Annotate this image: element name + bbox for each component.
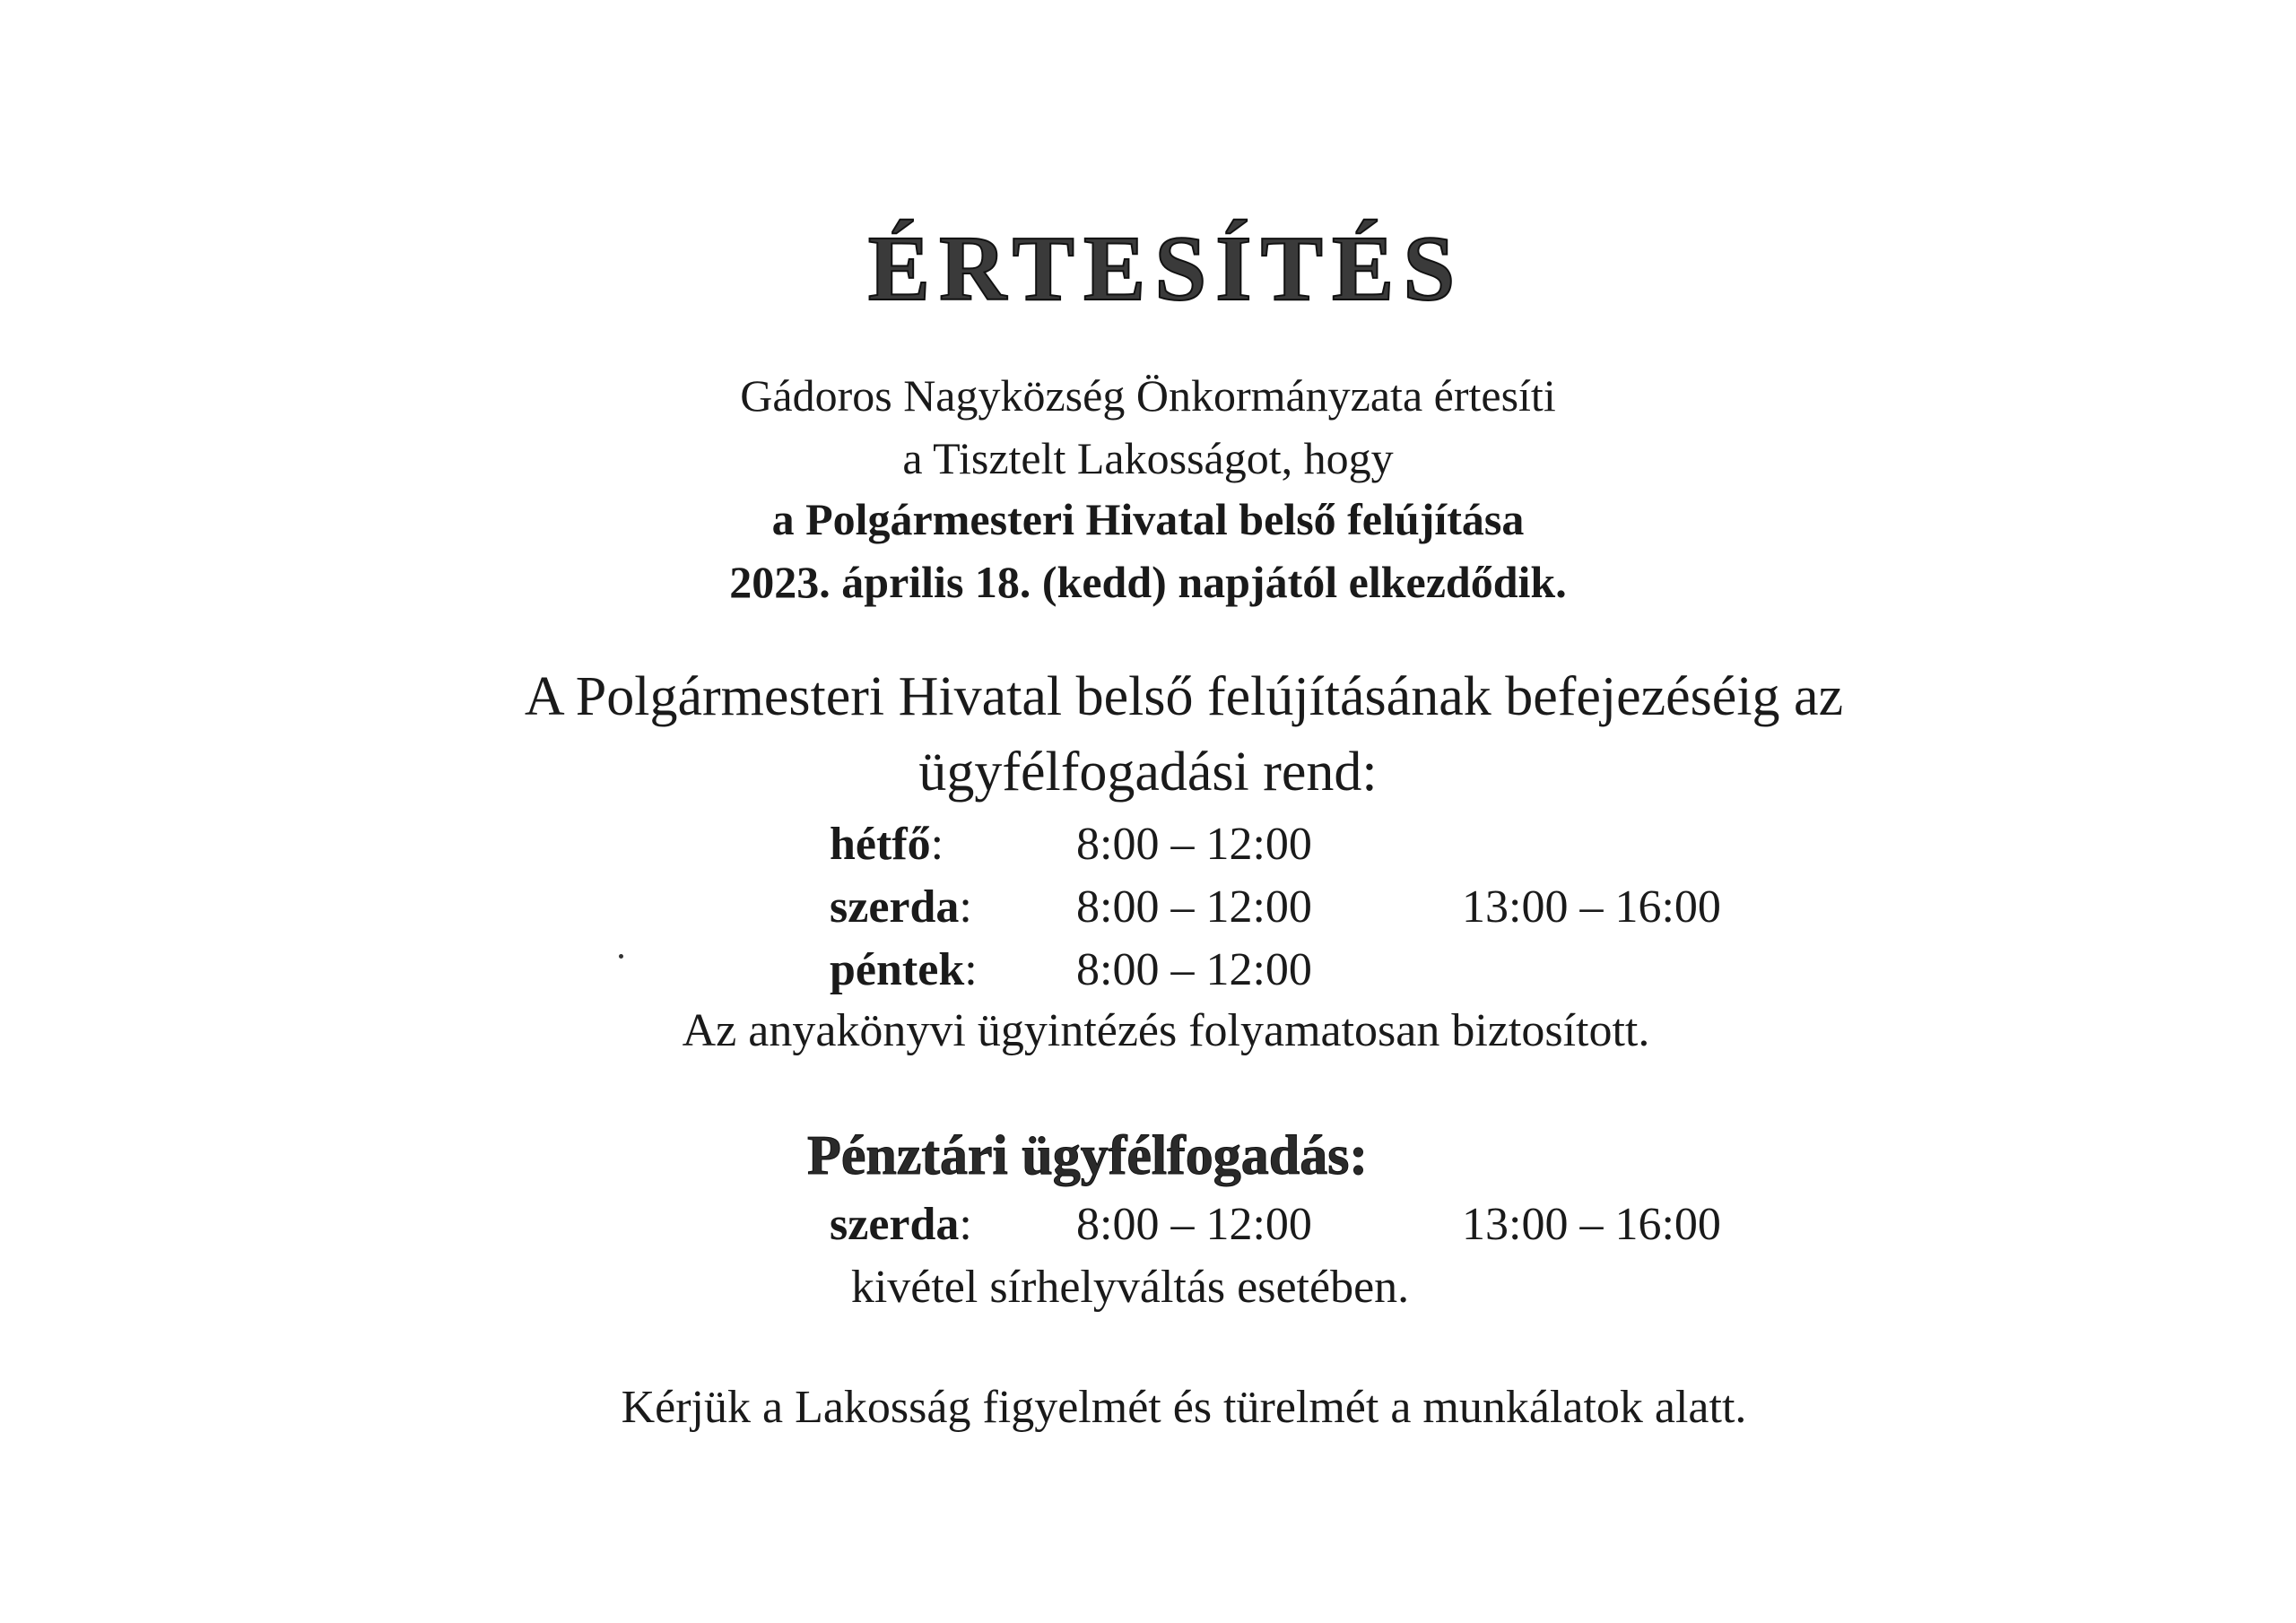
- highlight-line-2: 2023. április 18. (kedd) napjától elkezdődik.: [729, 557, 1567, 607]
- cashier-afternoon: 13:00 – 16:00: [1462, 1199, 1721, 1250]
- closing-line: Kérjük a Lakosság figyelmét és türelmét a munkálatok alatt.: [621, 1382, 1747, 1433]
- cashier-note: kivétel sírhelyváltás esetében.: [850, 1262, 1410, 1313]
- schedule-day-friday: péntek:: [830, 944, 978, 995]
- schedule-wednesday-morning: 8:00 – 12:00: [1076, 881, 1312, 933]
- schedule-day-monday: hétfő:: [830, 819, 944, 870]
- intro-line-1: Gádoros Nagyközség Önkormányzata értesíti: [740, 370, 1556, 421]
- schedule-friday-morning: 8:00 – 12:00: [1076, 944, 1312, 995]
- schedule-monday-morning: 8:00 – 12:00: [1076, 819, 1312, 870]
- schedule-day-wednesday: szerda:: [830, 881, 972, 933]
- cashier-morning: 8:00 – 12:00: [1076, 1199, 1312, 1250]
- scan-speck: [619, 954, 623, 959]
- registry-note: Az anyakönyvi ügyintézés folyamatosan biztosított.: [682, 1005, 1650, 1056]
- schedule-heading-line-2: ügyfélfogadási rend:: [918, 742, 1378, 803]
- cashier-day-wednesday: szerda:: [830, 1199, 972, 1250]
- intro-line-2: a Tisztelt Lakosságot, hogy: [902, 433, 1394, 483]
- schedule-heading-line-1: A Polgármesteri Hivatal belső felújításának befejezéséig az: [524, 666, 1844, 727]
- notice-title: ÉRTESÍTÉS: [867, 217, 1465, 320]
- cashier-heading: Pénztári ügyfélfogadás:: [807, 1125, 1369, 1186]
- schedule-wednesday-afternoon: 13:00 – 16:00: [1462, 881, 1721, 933]
- highlight-line-1: a Polgármesteri Hivatal belső felújítása: [771, 494, 1525, 544]
